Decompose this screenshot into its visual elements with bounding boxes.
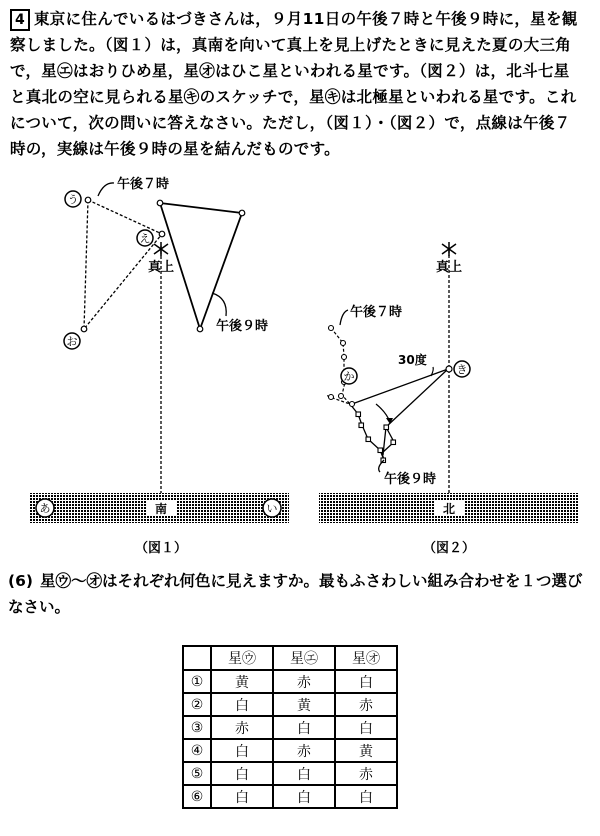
table-cell: 黄 — [211, 670, 273, 693]
dipper-star-9pm-6 — [391, 440, 396, 445]
dipper-star-7pm-5 — [339, 394, 344, 399]
star-e-7pm — [159, 231, 165, 237]
table-header-cell: 星㋔ — [335, 646, 397, 670]
star-figures — [0, 150, 600, 560]
table-cell: 赤 — [211, 716, 273, 739]
star-9pm-c — [197, 326, 203, 332]
choice-number: ⑥ — [183, 785, 211, 808]
table-cell: 白 — [211, 693, 273, 716]
choice-number: ⑤ — [183, 762, 211, 785]
label-o: お — [66, 335, 78, 348]
dipper-star-9pm-4 — [378, 448, 383, 453]
dipper-star-7pm-6 — [329, 395, 334, 400]
question-6-number: (6) — [8, 572, 33, 590]
table-cell: 白 — [335, 716, 397, 739]
label-9pm-2: 午後９時 — [384, 472, 437, 487]
pointer-line-9pm — [386, 369, 448, 427]
ground-label-a: あ — [39, 502, 51, 515]
zenith-label-2: 真上 — [435, 260, 463, 275]
dipper-star-7pm-2 — [341, 341, 346, 346]
caption-figure-1: （図１） — [134, 541, 188, 556]
table-cell: 黄 — [273, 693, 335, 716]
star-9pm-b — [239, 210, 245, 216]
table-row — [183, 716, 397, 739]
ground-label-south: 南 — [154, 502, 168, 516]
label-ki: き — [456, 363, 468, 376]
table-cell: 白 — [273, 762, 335, 785]
question-6-text: 星㋒～㋔はそれぞれ何色に見えますか。最もふさわしい組み合わせを１つ選びなさい。 — [8, 572, 583, 616]
table-cell: 赤 — [335, 693, 397, 716]
dipper-star-7pm-1 — [329, 326, 334, 331]
table-cell: 白 — [211, 762, 273, 785]
dipper-star-7pm-3 — [342, 355, 347, 360]
question-6 — [8, 568, 593, 620]
table-cell: 白 — [335, 670, 397, 693]
dipper-star-9pm-7 — [384, 425, 389, 430]
table-cell: 赤 — [273, 670, 335, 693]
table-row — [183, 670, 397, 693]
zenith-mark-2 — [442, 242, 456, 256]
table-header-row — [183, 646, 397, 670]
ground-label-north: 北 — [442, 502, 456, 516]
table-header-cell — [183, 646, 211, 670]
leader-7pm-2 — [340, 310, 348, 325]
question-intro — [10, 6, 585, 162]
zenith-label-1: 真上 — [147, 260, 175, 275]
table-row — [183, 693, 397, 716]
label-u: う — [67, 193, 79, 206]
answer-choice-table — [182, 645, 398, 809]
table-row — [183, 762, 397, 785]
label-e: え — [139, 232, 151, 245]
table-cell: 白 — [211, 739, 273, 762]
table-row — [183, 785, 397, 808]
dipper-star-9pm-2 — [359, 423, 364, 428]
angle-label: 30度 — [398, 353, 427, 367]
ground-label-i: い — [266, 502, 278, 515]
star-u-7pm — [85, 197, 91, 203]
table-header-cell: 星㋓ — [273, 646, 335, 670]
figure-2 — [319, 242, 578, 556]
label-7pm-1: 午後７時 — [117, 177, 170, 192]
figure-1 — [30, 176, 289, 556]
leader-7pm-1 — [98, 183, 114, 196]
table-cell: 赤 — [273, 739, 335, 762]
table-row — [183, 739, 397, 762]
table-cell: 白 — [273, 716, 335, 739]
big-dipper-7pm — [326, 328, 350, 404]
label-7pm-2: 午後７時 — [350, 305, 403, 320]
dipper-star-7pm-7 — [350, 402, 355, 407]
star-9pm-a — [157, 200, 163, 206]
table-cell: 赤 — [335, 762, 397, 785]
dipper-star-9pm-1 — [356, 412, 361, 417]
pointer-line-7pm — [352, 369, 448, 404]
choice-number: ③ — [183, 716, 211, 739]
caption-figure-2: （図２） — [422, 541, 476, 556]
label-ka: か — [343, 370, 355, 383]
question-number: 4 — [10, 9, 30, 31]
table-cell: 白 — [211, 785, 273, 808]
choice-number: ① — [183, 670, 211, 693]
star-o-7pm — [81, 326, 87, 332]
table-header-cell: 星㋒ — [211, 646, 273, 670]
table-cell: 白 — [335, 785, 397, 808]
label-9pm-1: 午後９時 — [216, 319, 269, 334]
choice-number: ② — [183, 693, 211, 716]
choice-number: ④ — [183, 739, 211, 762]
table-cell: 白 — [273, 785, 335, 808]
leader-9pm-1 — [212, 293, 226, 316]
table-cell: 黄 — [335, 739, 397, 762]
polaris-star — [446, 366, 452, 372]
zenith-mark-1 — [154, 242, 168, 256]
dipper-star-9pm-3 — [366, 437, 371, 442]
intro-text: 東京に住んでいるはづきさんは，９月11日の午後７時と午後９時に，星を観察しました。（図１）は，真南を向いて真上を見上げたときに見えた夏の大三角で，星㋓はおりひめ星，星㋔はひこ星といわれる星です。（図２）は，北斗七星と真北の空に見られる星㋖のスケッチで，星㋖は北極星といわれる星です。これについて，次の問いに答えなさい。ただし，（図１）・（図２）で，点線は午後７時の，実線は午後９時の星を結んだものです。 — [10, 10, 578, 158]
